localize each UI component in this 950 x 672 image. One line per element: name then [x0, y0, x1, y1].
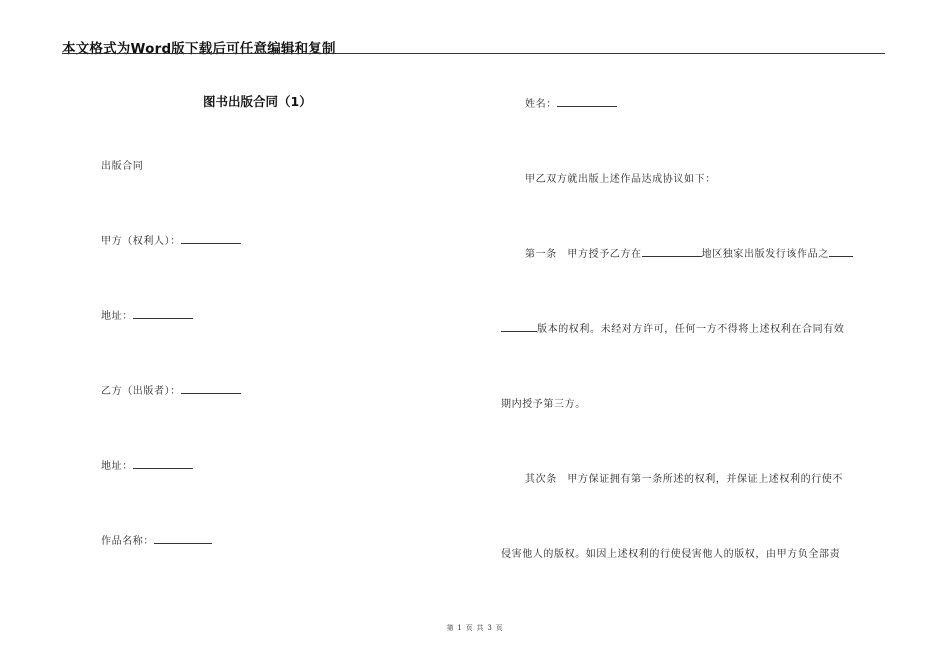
article1-line2-text: 版本的权利。未经对方许可，任何一方不得将上述权利在合同有效 [537, 324, 845, 335]
article2-line1 [525, 470, 843, 485]
party-a-label: 甲方（权利人）： [101, 236, 181, 247]
header-divider [62, 53, 885, 54]
article2-line2-text: 侵害他人的版权。如因上述权利的行使侵害他人的版权，由甲方负全部责 [501, 549, 841, 560]
name-line [525, 95, 617, 110]
party-b-address-label: 地址： [101, 461, 133, 472]
article1-line3 [501, 395, 586, 410]
agreement-intro-text: 甲乙双方就出版上述作品达成协议如下： [525, 174, 716, 185]
article1-line3-text: 期内授予第三方。 [501, 399, 586, 410]
article1-region-blank [642, 246, 702, 257]
work-name-label: 作品名称： [101, 536, 154, 547]
party-a-line [101, 232, 241, 247]
agreement-intro [525, 170, 716, 185]
work-name-line [101, 532, 212, 547]
article1-text-b: 地区独家出版发行该作品之 [701, 249, 829, 260]
party-a-address-line [101, 307, 193, 322]
article2-line2 [501, 545, 840, 560]
name-label: 姓名： [525, 99, 557, 110]
article1-line2 [501, 320, 844, 335]
article1-line1 [525, 245, 853, 260]
document-title: 图书出版合同（1） [203, 94, 312, 109]
party-a-blank [181, 233, 241, 244]
party-b-blank [181, 383, 241, 394]
article1-text-a: 第一条 甲方授予乙方在 [525, 249, 642, 260]
work-name-blank [154, 533, 212, 544]
contract-label [101, 157, 143, 172]
article1-version-blank-start [829, 246, 853, 257]
party-a-address-blank [133, 308, 193, 319]
party-b-address-line [101, 457, 193, 472]
article1-version-blank-end [501, 321, 537, 332]
contract-label-text: 出版合同 [101, 161, 144, 172]
page-header-text: 本文格式为Word版下载后可任意编辑和复制 [62, 41, 336, 57]
party-b-line [101, 382, 241, 397]
party-b-address-blank [133, 458, 193, 469]
page-footer: 第 1 页 共 3 页 [446, 624, 504, 632]
party-b-label: 乙方（出版者）： [101, 386, 181, 397]
party-a-address-label: 地址： [101, 311, 133, 322]
name-blank [557, 96, 617, 107]
article2-line1-text: 其次条 甲方保证拥有第一条所述的权利，并保证上述权利的行使不 [525, 474, 843, 485]
